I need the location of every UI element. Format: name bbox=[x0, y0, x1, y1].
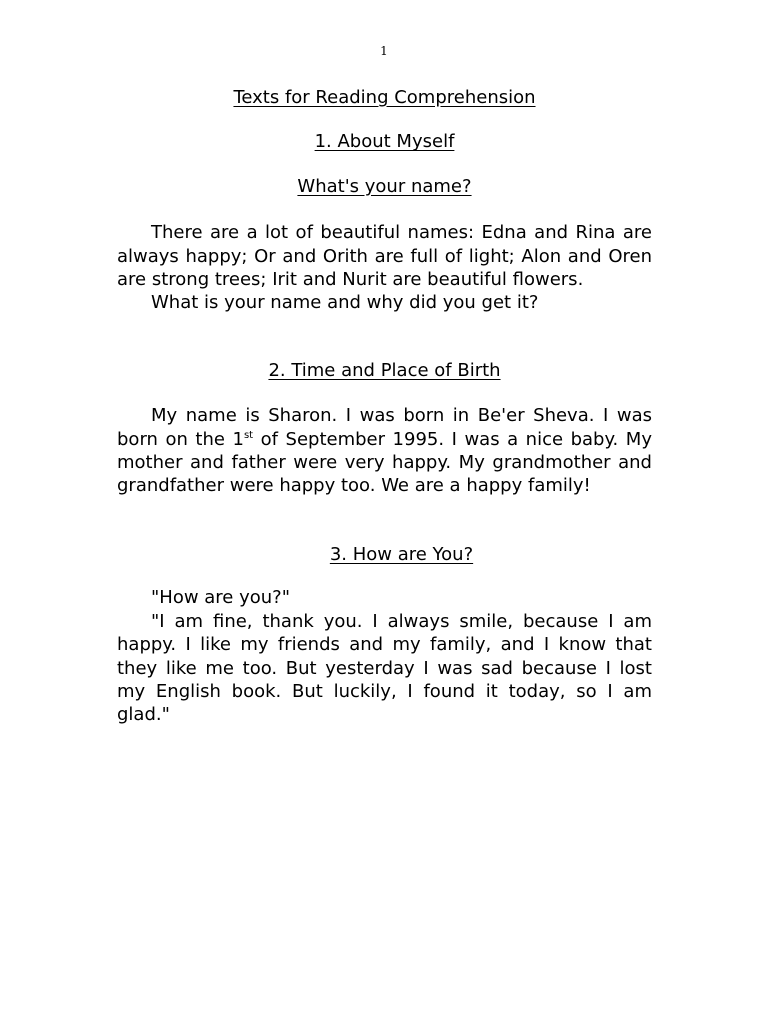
document-title: Texts for Reading Comprehension bbox=[233, 87, 536, 108]
section-2-body bbox=[117, 404, 652, 498]
document-body bbox=[117, 86, 652, 727]
section-3-paragraph-2: "I am fine, thank you. I always smile, because I am happy. I like my friends and my family, and I know that they like me too. But yesterday I was sad because I lost my English book. But luckily, I found it today, so I am glad." bbox=[117, 610, 652, 726]
ordinal-superscript: st bbox=[243, 429, 254, 441]
section-3-paragraph-1: "How are you?" bbox=[151, 587, 291, 609]
section-1-heading: 1. About Myself bbox=[314, 131, 455, 153]
section-2-text-before-sup: My name is Sharon. I was born in Be'er Sheva. I was born on the 1 bbox=[117, 405, 652, 450]
section-2-text-after-sup: of September 1995. I was a nice baby. My mother and father were very happy. My grandmother and grandfather were happy too. We are a happy family! bbox=[117, 428, 652, 497]
section-1-subheading: What's your name? bbox=[297, 175, 472, 197]
section-2-paragraph bbox=[117, 404, 652, 498]
section-1-paragraph-2: What is your name and why did you get it? bbox=[151, 292, 539, 314]
page-number: 1 bbox=[380, 44, 388, 58]
section-1-body bbox=[117, 221, 652, 315]
section-3-body bbox=[117, 586, 652, 726]
section-1-paragraph-1: There are a lot of beautiful names: Edna and Rina are always happy; Or and Orith are full of light; Alon and Oren are strong trees; Irit and Nurit are beautiful flowers. bbox=[117, 222, 652, 291]
section-2-heading: 2. Time and Place of Birth bbox=[268, 359, 501, 381]
section-3-heading: 3. How are You? bbox=[329, 543, 474, 565]
